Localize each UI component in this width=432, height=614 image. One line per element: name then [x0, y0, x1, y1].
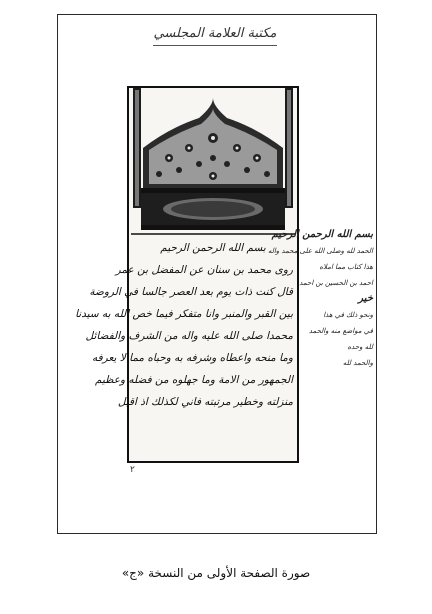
band-bottom — [141, 225, 285, 230]
text-line: محمدا صلى الله عليه واله من الشرف والفضائل — [85, 330, 293, 342]
margin-note: ونحو ذلك في هذا — [323, 311, 373, 319]
text-line: وما منحه واعطاه وشرفه به وحباه مما لا يعرفه — [92, 352, 293, 364]
right-border-inlay — [287, 90, 291, 206]
text-line: الجمهور من الامة وما جهلوه من فضله وعظيم — [94, 374, 293, 386]
text-line: بسم الله الرحمن الرحيم — [160, 242, 266, 254]
margin-note: في مواضع منه والحمد — [308, 327, 373, 335]
margin-note: بسم الله الرحمن الرحيم — [271, 229, 373, 240]
library-header-label: مكتبة العلامة المجلسي — [145, 19, 285, 49]
manuscript-page — [75, 86, 299, 463]
margin-note: لله وحده — [347, 343, 373, 351]
cartouche-inner — [171, 201, 255, 217]
text-line: روى محمد بن سنان عن المفضل بن عمر — [115, 264, 293, 276]
manuscript-text — [75, 238, 293, 458]
margin-note: هذا كتاب مما املاه — [319, 263, 373, 271]
text-line: منزلته وخطير مرتبته فاني لكذلك اذ اقبل — [117, 396, 293, 408]
figure-caption: صورة الصفحة الأولى من النسخة «ج» — [121, 566, 311, 580]
margin-note: احمد بن الحسين بن احمد — [299, 279, 373, 287]
margin-note: خير — [358, 293, 373, 304]
margin-notes — [267, 229, 373, 450]
band-top — [141, 188, 285, 193]
left-border-inlay — [135, 90, 139, 206]
folio-number: ٢ — [130, 465, 135, 475]
illuminated-headpiece — [129, 88, 297, 236]
margin-note: الحمد لله وصلى الله على محمد واله — [267, 247, 373, 255]
text-line: بين القبر والمنبر وانا متفكر فيما خص الله به سيدنا — [75, 308, 293, 320]
margin-note: والحمد لله — [342, 359, 373, 367]
text-line: قال كنت ذات يوم بعد العصر جالسا في الروضة — [89, 286, 293, 298]
